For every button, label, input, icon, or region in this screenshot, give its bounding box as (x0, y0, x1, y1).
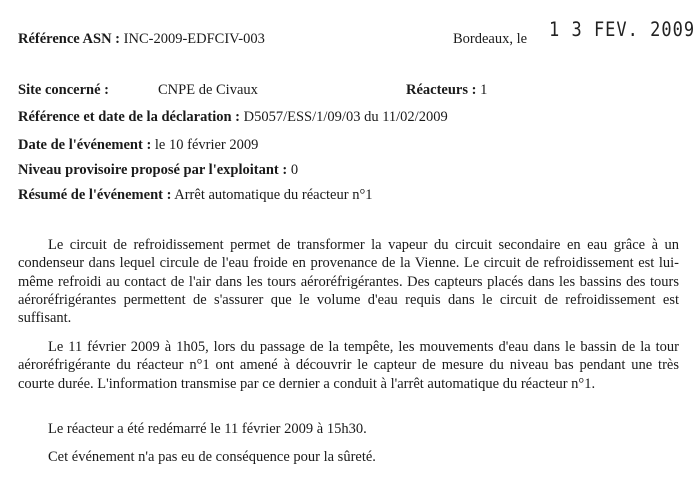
level-value: 0 (290, 162, 299, 178)
summary-line (18, 187, 373, 204)
event-date-label: Date de l'événement : (18, 137, 152, 153)
declaration-label: Référence et date de la déclaration : (18, 109, 240, 125)
body-paragraph: Le réacteur a été redémarré le 11 février 2009 à 15h30. (48, 421, 367, 437)
date-stamp: 1 3 FEV. 2009 (549, 18, 696, 42)
body-paragraph: Cet événement n'a pas eu de conséquence pour la sûreté. (48, 449, 376, 465)
site-value: CNPE de Civaux (158, 82, 258, 98)
body-paragraph: Le 11 février 2009 à 1h05, lors du passage de la tempête, les mouvements d'eau dans le bassin de la tour aéroréfrigérante du réacteur n°1 ont amené à découvrir le capteur de mesure du niveau bas pendant une très courte durée. L'information transmise par ce dernier a conduit à l'arrêt automatique du réacteur n°1. (18, 339, 679, 392)
location-text: Bordeaux, le (453, 31, 528, 47)
reactors-value: 1 (480, 82, 488, 98)
reactors-line (406, 82, 487, 99)
body-paragraph: Le circuit de refroidissement permet de transformer la vapeur du circuit secondaire en eau grâce à un condenseur dans lequel circule de l'eau froide en provenance de la Vienne. Le circuit de refroidissement est lui-même refroidi au contact de l'air dans les tours aéroréfrigérantes. Des capteurs placés dans les bassins des tours aéroréfrigérantes permettent de s'assurer que le volume d'eau requis dans le circuit de refroidissement est suffisant. (18, 237, 679, 327)
event-date-line (18, 137, 258, 154)
level-line (18, 162, 298, 179)
summary-label: Résumé de l'événement : (18, 187, 172, 203)
summary-value: Arrêt automatique du réacteur n°1 (174, 187, 373, 203)
reference-line (18, 31, 265, 48)
declaration-value: D5057/ESS/1/09/03 du 11/02/2009 (243, 109, 448, 125)
site-label: Site concerné : (18, 82, 109, 98)
declaration-line (18, 109, 448, 126)
reference-label: Référence ASN : (18, 31, 121, 47)
reference-value: INC-2009-EDFCIV-003 (123, 31, 265, 47)
reactors-label: Réacteurs : (406, 82, 477, 98)
level-label: Niveau provisoire proposé par l'exploitant : (18, 162, 288, 178)
event-date-value: le 10 février 2009 (154, 137, 259, 153)
